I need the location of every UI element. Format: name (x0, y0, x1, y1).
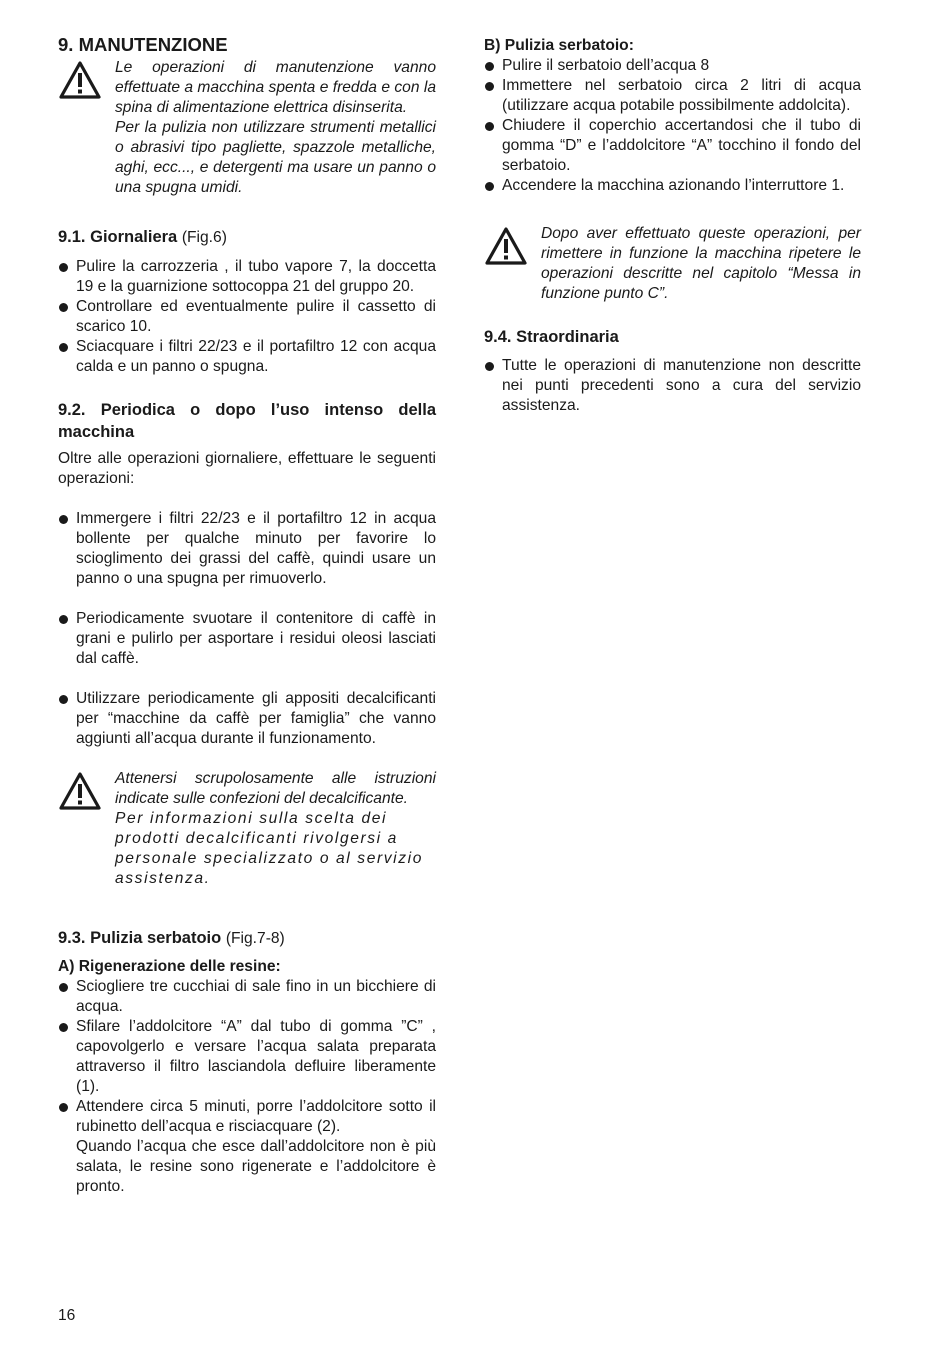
section-9-3-title (58, 927, 436, 950)
list-item-text: Pulire la carrozzeria , il tubo vapore 7, la doccetta 19 e la guarnizione sottocoppa 21 del gruppo 20. (76, 258, 436, 295)
bullet-icon (485, 182, 494, 191)
bullet-icon (59, 1103, 68, 1112)
bullet-icon (59, 515, 68, 524)
warning-text: Le operazioni di manutenzione vanno effettuate a macchina spenta e fredda e con la spina di alimentazione elettrica disinserita. (115, 59, 436, 116)
list-item (58, 1097, 436, 1197)
subsection-a-title: A) Rigenerazione delle resine: (58, 958, 281, 975)
bullet-icon (59, 343, 68, 352)
bullet-icon (485, 82, 494, 91)
page-number: 16 (58, 1307, 76, 1324)
warning-text: Dopo aver effettuato queste operazioni, per rimettere in funzione la macchina ripetere le operazioni descritte nel capitolo “Messa in funzione punto C”. (541, 225, 861, 302)
s93a-list (58, 977, 436, 1197)
list-item (484, 116, 861, 176)
list-item (58, 509, 436, 589)
heading-text: 9.1. Giornaliera (58, 228, 178, 246)
list-item-text: Sciacquare i filtri 22/23 e il portafiltro 12 con acqua calda e un panno o spugna. (76, 338, 436, 375)
warning-block-decalcifier (58, 769, 436, 889)
s93b-list (484, 56, 861, 196)
bullet-icon (485, 362, 494, 371)
warning-triangle-icon (58, 60, 102, 100)
section-9-2-title: 9.2. Periodica o dopo l’uso intenso della macchina (58, 401, 436, 441)
list-item-text: Utilizzare periodicamente gli appositi decalcificanti per “macchine da caffè per famiglia” che vanno aggiunti all’acqua durante il funzionamento. (76, 690, 436, 747)
bullet-icon (59, 983, 68, 992)
bullet-icon (59, 263, 68, 272)
heading-text: 9.3. Pulizia serbatoio (58, 929, 222, 947)
list-item-text: Controllare ed eventualmente pulire il cassetto di scarico 10. (76, 298, 436, 335)
warning-triangle-icon (484, 226, 528, 266)
list-item-text: Pulire il serbatoio dell’acqua 8 (502, 57, 710, 74)
list-item-text: Chiudere il coperchio accertandosi che il tubo di gomma “D” e l’addolcitore “A” tocchino il fondo del serbatoio. (502, 117, 861, 174)
left-column (58, 34, 436, 1197)
list-item-text: Sciogliere tre cucchiai di sale fino in un bicchiere di acqua. (76, 978, 436, 1015)
list-item (484, 176, 861, 196)
list-item (484, 76, 861, 116)
bullet-icon (485, 62, 494, 71)
bullet-icon (59, 615, 68, 624)
bullet-icon (485, 122, 494, 131)
subsection-b-title: B) Pulizia serbatoio: (484, 37, 634, 54)
bullet-icon (59, 695, 68, 704)
section-9-4-title: 9.4. Straordinaria (484, 328, 619, 346)
warning-text: Per informazioni sulla scelta dei prodotti decalcificanti rivolgersi a personale specializzato o al servizio assistenza. (115, 810, 423, 887)
list-item-text: Tutte le operazioni di manutenzione non descritte nei punti precedenti sono a cura del servizio assistenza. (502, 357, 861, 414)
warning-triangle-icon (58, 771, 102, 811)
list-item-text: Immergere i filtri 22/23 e il portafiltro 12 in acqua bollente per qualche minuto per favorire lo scioglimento dei grassi del caffè, quindi usare un panno o una spugna per rimuoverlo. (76, 510, 436, 587)
list-item (58, 337, 436, 377)
list-item-note: Quando l’acqua che esce dall’addolcitore non è più salata, le resine sono rigenerate e l’addolcitore è pronto. (76, 1138, 436, 1195)
list-item-text: Accendere la macchina azionando l’interruttore 1. (502, 177, 845, 194)
section-9-title: 9. MANUTENZIONE (58, 34, 228, 55)
s91-list (58, 257, 436, 377)
list-item (58, 257, 436, 297)
bullet-icon (59, 1023, 68, 1032)
section-9-1-title (58, 226, 436, 249)
warning-block-general (58, 58, 436, 198)
list-item (484, 356, 861, 416)
bullet-icon (59, 303, 68, 312)
warning-text: Per la pulizia non utilizzare strumenti metallici o abrasivi tipo pagliette, spazzole metalliche, aghi, ecc..., e detergenti ma usare un panno o una spugna umidi. (115, 119, 436, 196)
list-item (58, 1017, 436, 1097)
s94-list (484, 356, 861, 416)
list-item-text: Immettere nel serbatoio circa 2 litri di acqua (utilizzare acqua potabile possibilmente addolcita). (502, 77, 861, 114)
list-item (58, 297, 436, 337)
warning-text: Attenersi scrupolosamente alle istruzioni indicate sulle confezioni del decalcificante. (115, 770, 436, 807)
warning-block-restart (484, 224, 861, 304)
list-item-text: Sfilare l’addolcitore “A” dal tubo di gomma ”C” , capovolgerlo e versare l’acqua salata preparata attraverso il filtro lasciandola defluire liberamente (1). (76, 1018, 436, 1095)
list-item (484, 56, 861, 76)
right-column (484, 36, 861, 416)
figure-reference: (Fig.7-8) (225, 930, 285, 947)
list-item (58, 689, 436, 749)
section-9-2-intro: Oltre alle operazioni giornaliere, effettuare le seguenti operazioni: (58, 450, 436, 487)
figure-reference: (Fig.6) (181, 229, 227, 246)
list-item (58, 977, 436, 1017)
list-item (58, 609, 436, 669)
list-item-text: Attendere circa 5 minuti, porre l’addolcitore sotto il rubinetto dell’acqua e risciacquare (2). (76, 1098, 436, 1135)
s92-list (58, 509, 436, 749)
list-item-text: Periodicamente svuotare il contenitore di caffè in grani e pulirlo per asportare i residui oleosi lasciati dal caffè. (76, 610, 436, 667)
